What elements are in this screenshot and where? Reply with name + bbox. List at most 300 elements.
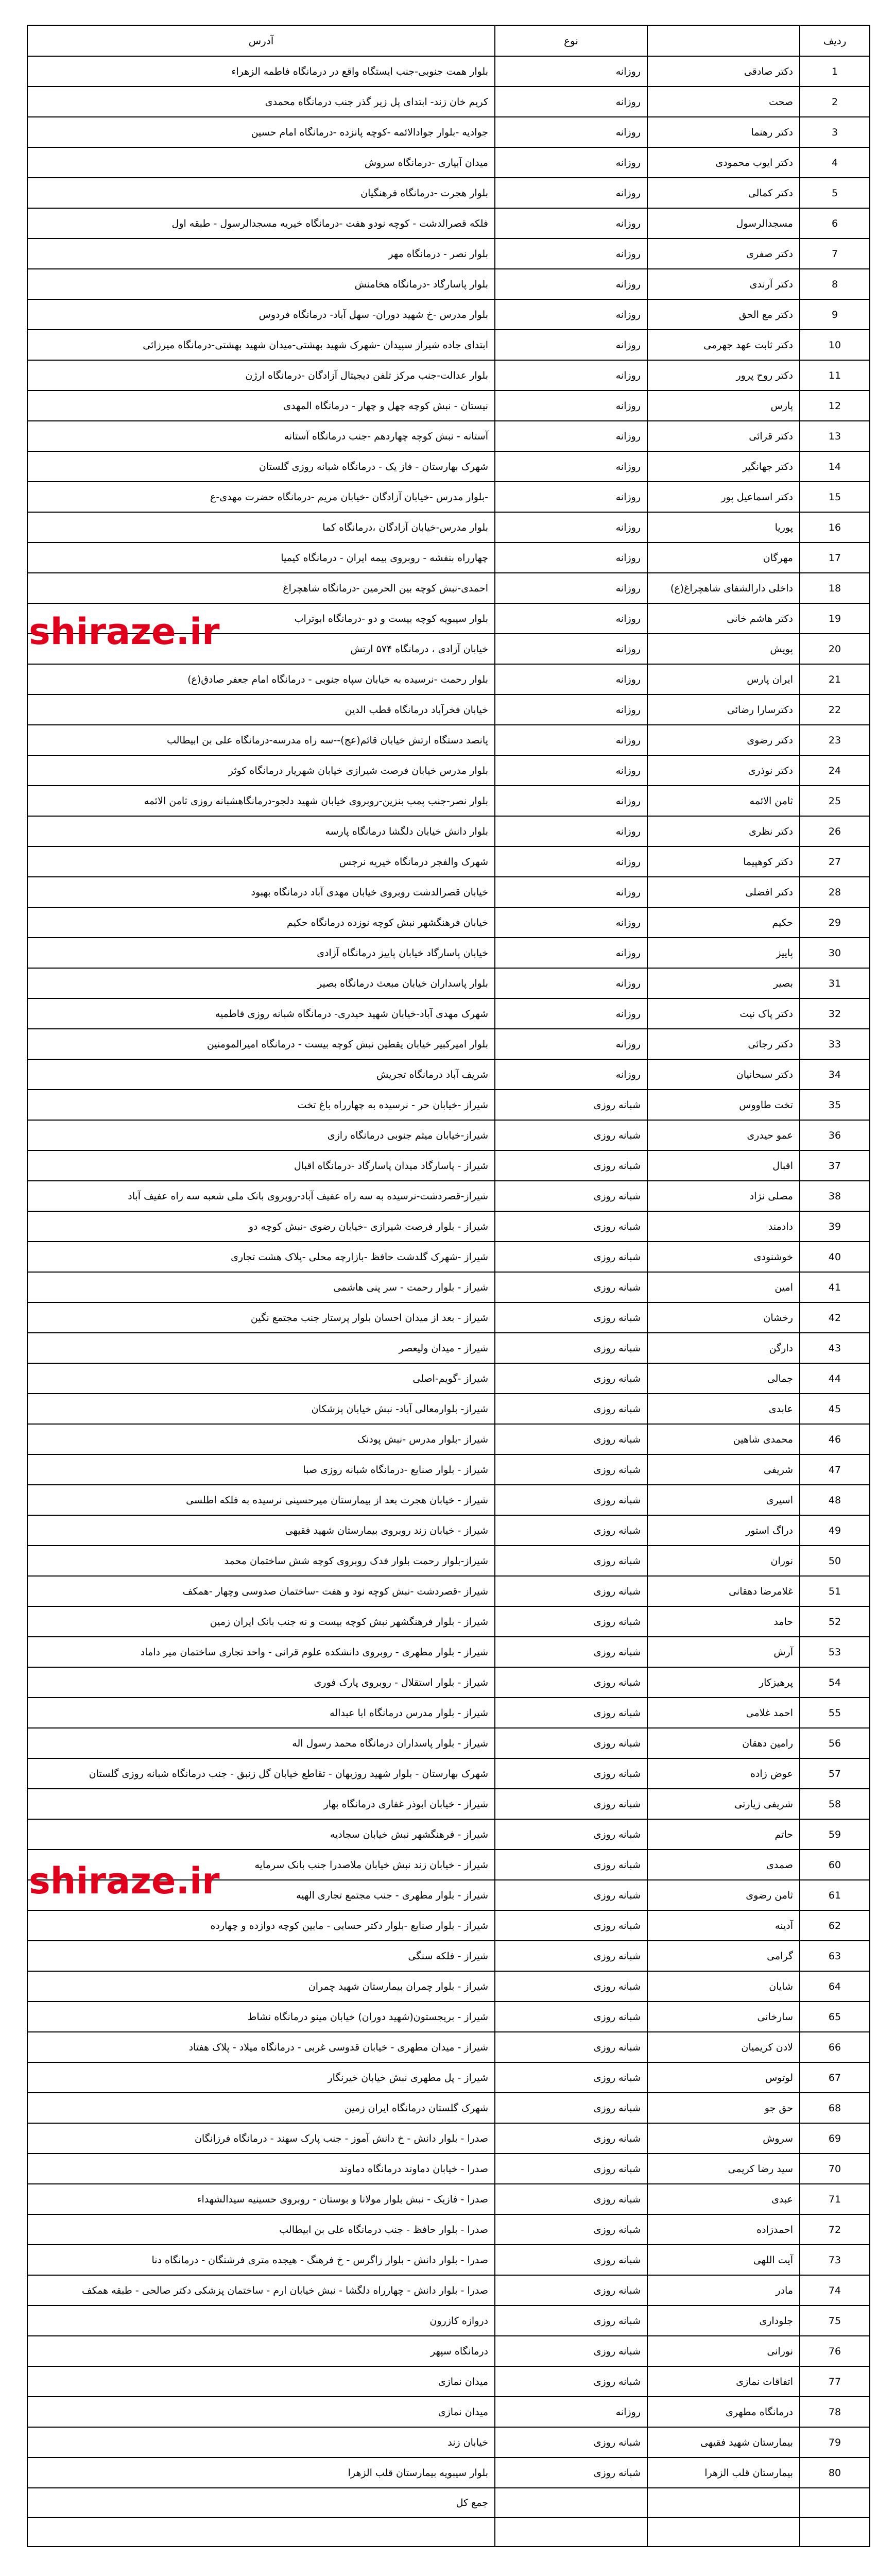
row-name: رامین دهقان [647, 1728, 800, 1758]
row-name: دکتر اسماعیل پور [647, 482, 800, 512]
row-type: روزانه [495, 117, 647, 147]
row-type: شبانه روزی [495, 1850, 647, 1880]
row-name: دکتر هاشم خانی [647, 603, 800, 634]
row-index: 54 [800, 1667, 870, 1698]
table-row [27, 2093, 870, 2123]
row-address: جوادیه -بلوار جوادالائمه -کوچه پانزده -درمانگاه امام حسین [27, 117, 495, 147]
table-row [27, 2062, 870, 2093]
row-address: شیراز - بلوار مطهری - روبروی دانشکده علوم قرانی - واحد تجاری ساختمان میر داماد [27, 1637, 495, 1667]
row-index: 73 [800, 2245, 870, 2275]
row-type: شبانه روزی [495, 1211, 647, 1242]
table-row [27, 2366, 870, 2397]
row-name: امین [647, 1272, 800, 1302]
row-index: 3 [800, 117, 870, 147]
row-type: شبانه روزی [495, 1606, 647, 1637]
row-name: گرامی [647, 1941, 800, 1971]
table-row [27, 1667, 870, 1698]
row-address: شیراز - بلوار فرهنگشهر نبش کوچه بیست و نه جنب بانک ایران زمین [27, 1606, 495, 1637]
table-row [27, 482, 870, 512]
table-row [27, 725, 870, 755]
row-address: شیراز - پل مطهری نبش خیابان خیرنگار [27, 2062, 495, 2093]
row-name: دکتر صفری [647, 239, 800, 269]
row-type: شبانه روزی [495, 1971, 647, 2002]
row-index: 44 [800, 1363, 870, 1394]
row-type: روزانه [495, 968, 647, 998]
table-row [27, 56, 870, 87]
row-name: اتفاقات نمازی [647, 2366, 800, 2397]
row-index: 8 [800, 269, 870, 299]
row-address: خیابان آزادی ، درمانگاه ۵۷۴ ارتش [27, 634, 495, 664]
row-address: -بلوار مدرس -خیابان آزادگان -خیابان مریم -درمانگاه حضرت مهدی-ع [27, 482, 495, 512]
table-row [27, 147, 870, 178]
row-name: غلامرضا دهقانی [647, 1576, 800, 1606]
row-address: پانصد دستگاه ارتش خیابان قائم(عج)--سه راه مدرسه-درمانگاه علی بن ابیطالب [27, 725, 495, 755]
row-address: شیراز - فلکه سنگی [27, 1941, 495, 1971]
row-address: شیراز-بلوار رحمت بلوار فدک روبروی کوچه شش ساختمان محمد [27, 1546, 495, 1576]
row-index: 34 [800, 1059, 870, 1090]
table-row [27, 2123, 870, 2154]
table-row [27, 1029, 870, 1059]
row-address: بلوار سیبویه بیمارستان قلب الزهرا [27, 2458, 495, 2488]
row-name: ثامن الائمه [647, 786, 800, 816]
row-name: عوض زاده [647, 1758, 800, 1789]
row-type: روزانه [495, 299, 647, 330]
row-type: روزانه [495, 147, 647, 178]
row-index: 11 [800, 360, 870, 391]
row-address: خیابان زند [27, 2427, 495, 2458]
row-type: شبانه روزی [495, 1090, 647, 1120]
table-row [27, 421, 870, 451]
row-name: پوریا [647, 512, 800, 543]
table-row [27, 2275, 870, 2306]
row-index: 60 [800, 1850, 870, 1880]
row-index: 78 [800, 2397, 870, 2427]
row-type: شبانه روزی [495, 2062, 647, 2093]
row-index: 21 [800, 664, 870, 694]
table-row [27, 1242, 870, 1272]
row-index: 61 [800, 1880, 870, 1910]
row-name: بیمارستان قلب الزهرا [647, 2458, 800, 2488]
table-row [27, 2245, 870, 2275]
row-address: صدرا - بلوار دانش - خ دانش آموز - جنب پارک سهند - درمانگاه فرزانگان [27, 2123, 495, 2154]
row-address: شیراز -قصردشت -نبش کوچه نود و هفت -ساختمان صدوسی وچهار -همکف [27, 1576, 495, 1606]
row-name: پرهیزکار [647, 1667, 800, 1698]
row-address: درمانگاه سپهر [27, 2336, 495, 2366]
row-name: جلودارى [647, 2306, 800, 2336]
table-row [27, 664, 870, 694]
row-name: ایران پارس [647, 664, 800, 694]
row-index: 45 [800, 1394, 870, 1424]
row-type: روزانه [495, 816, 647, 846]
row-index: 23 [800, 725, 870, 755]
row-type: روزانه [495, 208, 647, 239]
row-address: صدرا - بلوار دانش - بلوار زاگرس - خ فرهنگ - هیجده متری فرشتگان - درمانگاه دنا [27, 2245, 495, 2275]
row-address: خیابان پاسارگاد خیابان پاییز درمانگاه آزادی [27, 938, 495, 968]
table-row [27, 330, 870, 360]
table-row [27, 2336, 870, 2366]
row-name: سارخانی [647, 2002, 800, 2032]
header-index: ردیف [800, 25, 870, 56]
row-address: شیراز - بریجستون(شهید دوران) خیابان مینو درمانگاه نشاط [27, 2002, 495, 2032]
row-name: دکتر صادقی [647, 56, 800, 87]
row-index: 46 [800, 1424, 870, 1454]
table-header-row [27, 25, 870, 56]
row-address: شیراز - پاسارگاد میدان پاسارگاد -درمانگاه اقبال [27, 1150, 495, 1181]
table-body [27, 56, 870, 2488]
row-name: صحت [647, 87, 800, 117]
row-type: شبانه روزی [495, 2032, 647, 2062]
row-type: شبانه روزی [495, 1880, 647, 1910]
row-type: روزانه [495, 512, 647, 543]
table-row [27, 1302, 870, 1333]
row-name: دکتر افضلی [647, 877, 800, 907]
row-index: 27 [800, 846, 870, 877]
row-address: بلوار پاسداران خیابان مبعث درمانگاه بصیر [27, 968, 495, 998]
row-address: بلوار نصر - درمانگاه مهر [27, 239, 495, 269]
table-row [27, 1333, 870, 1363]
row-type: روزانه [495, 725, 647, 755]
row-type: شبانه روزی [495, 1758, 647, 1789]
row-address: شیراز - خیابان ابوذر غفاری درمانگاه بهار [27, 1789, 495, 1819]
row-address: شیراز - بعد از میدان احسان بلوار پرستار جنب مجتمع نگین [27, 1302, 495, 1333]
row-index: 33 [800, 1029, 870, 1059]
row-name: دکتر رضوی [647, 725, 800, 755]
table-row [27, 543, 870, 573]
row-index: 66 [800, 2032, 870, 2062]
row-name: دکترسارا رضائی [647, 694, 800, 725]
row-address: شهرک بهارستان - بلوار شهید روزبهان - تقاطع خیابان گل زنبق - جنب درمانگاه شبانه روزی گلستان [27, 1758, 495, 1789]
row-type: شبانه روزی [495, 2154, 647, 2184]
row-name: نوران [647, 1546, 800, 1576]
row-name: حاتم [647, 1819, 800, 1850]
table-row [27, 299, 870, 330]
row-address: بلوار عدالت-جنب مرکز تلفن دیجیتال آزادگان -درمانگاه ارژن [27, 360, 495, 391]
row-address: بلوار مدرس خیابان فرصت شیرازی خیابان شهریار درمانگاه کوثر [27, 755, 495, 786]
row-address: شیراز -گویم-اصلی [27, 1363, 495, 1394]
row-type: شبانه روزی [495, 2002, 647, 2032]
table-row [27, 1424, 870, 1454]
table-row [27, 117, 870, 147]
header-name [647, 25, 800, 56]
table-row [27, 755, 870, 786]
row-type: روزانه [495, 360, 647, 391]
table-row [27, 1971, 870, 2002]
row-name: دکتر ثابت عهد جهرمی [647, 330, 800, 360]
table-row [27, 1394, 870, 1424]
row-name: اسیری [647, 1485, 800, 1515]
row-index: 17 [800, 543, 870, 573]
table-row [27, 2458, 870, 2488]
row-index: 59 [800, 1819, 870, 1850]
row-type: شبانه روزی [495, 1576, 647, 1606]
row-type: شبانه روزی [495, 1424, 647, 1454]
row-address: خیابان فرهنگشهر نبش کوچه نوزده درمانگاه حکیم [27, 907, 495, 938]
row-index: 63 [800, 1941, 870, 1971]
row-address: صدرا - بلوار دانش - چهارراه دلگشا - نبش خیابان ارم - ساختمان پزشکی دکتر صالحی - طبقه همکف [27, 2275, 495, 2306]
row-name: دکتر نظری [647, 816, 800, 846]
row-type: روزانه [495, 543, 647, 573]
row-type: روزانه [495, 694, 647, 725]
row-index: 2 [800, 87, 870, 117]
row-type: شبانه روزی [495, 1698, 647, 1728]
row-type: روزانه [495, 846, 647, 877]
row-index: 15 [800, 482, 870, 512]
row-name: دکتر قرائی [647, 421, 800, 451]
table-row [27, 2002, 870, 2032]
table-row [27, 786, 870, 816]
row-name: دکتر روح پرور [647, 360, 800, 391]
row-index: 9 [800, 299, 870, 330]
row-type: شبانه روزی [495, 2336, 647, 2366]
row-type: روزانه [495, 938, 647, 968]
row-type: شبانه روزی [495, 2427, 647, 2458]
row-index: 65 [800, 2002, 870, 2032]
row-address: کریم خان زند- ابتدای پل زیر گذر جنب درمانگاه محمدی [27, 87, 495, 117]
row-index: 68 [800, 2093, 870, 2123]
row-name: مسجدالرسول [647, 208, 800, 239]
row-type: شبانه روزی [495, 2093, 647, 2123]
row-index: 24 [800, 755, 870, 786]
row-name: بیمارستان شهید فقیهی [647, 2427, 800, 2458]
row-type: شبانه روزی [495, 1485, 647, 1515]
row-type: شبانه روزی [495, 1454, 647, 1485]
row-index: 38 [800, 1181, 870, 1211]
row-name: صمدی [647, 1850, 800, 1880]
row-address: فلکه قصرالدشت - کوچه نودو هفت -درمانگاه خیریه مسجدالرسول - طبقه اول [27, 208, 495, 239]
row-address: شیراز - بلوار فرصت شیرازی -خیابان رضوی -نبش کوچه دو [27, 1211, 495, 1242]
row-index: 37 [800, 1150, 870, 1181]
row-name: مهرگان [647, 543, 800, 573]
row-name: دکتر کوهپیما [647, 846, 800, 877]
row-address: صدرا - فازیک - نبش بلوار مولانا و بوستان - روبروی حسینیه سیدالشهداء [27, 2184, 495, 2214]
row-type: روزانه [495, 755, 647, 786]
row-index: 30 [800, 938, 870, 968]
row-name: داخلی دارالشفای شاهچراغ(ع) [647, 573, 800, 603]
row-index: 13 [800, 421, 870, 451]
row-name: شایان [647, 1971, 800, 2002]
table-row [27, 87, 870, 117]
row-type: روزانه [495, 87, 647, 117]
row-address: شهرک والفجر درمانگاه خیریه نرجس [27, 846, 495, 877]
row-index: 28 [800, 877, 870, 907]
row-address: میدان نمازی [27, 2366, 495, 2397]
row-address: بلوار نصر-جنب پمپ بنزین-روبروی خیابان شهید دلجو-درمانگاهشبانه روزی ثامن الائمه [27, 786, 495, 816]
row-type: شبانه روزی [495, 1272, 647, 1302]
header-address: آدرس [27, 25, 495, 56]
row-index: 29 [800, 907, 870, 938]
row-name: عبدی [647, 2184, 800, 2214]
row-address: بلوار رحمت -نرسیده به خیابان سپاه جنوبی - درمانگاه امام جعفر صادق(ع) [27, 664, 495, 694]
row-address: شیراز-قصردشت-نرسیده به سه راه عفیف آباد-روبروی بانک ملی شعبه سه راه عفیف آباد [27, 1181, 495, 1211]
row-index: 64 [800, 1971, 870, 2002]
row-address: بلوار هجرت -درمانگاه فرهنگیان [27, 178, 495, 208]
table-row [27, 1546, 870, 1576]
row-index: 74 [800, 2275, 870, 2306]
row-type: روزانه [495, 391, 647, 421]
row-index: 22 [800, 694, 870, 725]
row-index: 20 [800, 634, 870, 664]
row-address: خیابان قصرالدشت روبروی خیابان مهدی آباد درمانگاه بهبود [27, 877, 495, 907]
row-index: 48 [800, 1485, 870, 1515]
row-type: روزانه [495, 56, 647, 87]
row-address: شیراز - بلوار رحمت - سر پنی هاشمی [27, 1272, 495, 1302]
row-index: 76 [800, 2336, 870, 2366]
table-row [27, 1150, 870, 1181]
row-type: روزانه [495, 573, 647, 603]
row-address: شیراز - بلوار صنایع -درمانگاه شبانه روزی صبا [27, 1454, 495, 1485]
row-name: دکتر جهانگیر [647, 451, 800, 482]
row-name: آرش [647, 1637, 800, 1667]
row-name: لوتوس [647, 2062, 800, 2093]
row-address: دروازه کازرون [27, 2306, 495, 2336]
row-name: لادن کریمیان [647, 2032, 800, 2062]
row-name: عابدی [647, 1394, 800, 1424]
row-address: چهارراه بنفشه - روبروی بیمه ایران - درمانگاه کیمیا [27, 543, 495, 573]
row-name: دکتر کمالی [647, 178, 800, 208]
row-address: شیراز - بلوار استقلال - روبروی پارک فوری [27, 1667, 495, 1698]
row-type: شبانه روزی [495, 1637, 647, 1667]
row-name: دکتر نوذری [647, 755, 800, 786]
table-row [27, 1363, 870, 1394]
row-index: 70 [800, 2154, 870, 2184]
row-index: 52 [800, 1606, 870, 1637]
row-type: روزانه [495, 269, 647, 299]
row-address: شریف آباد درمانگاه تجریش [27, 1059, 495, 1090]
row-name: احمد غلامی [647, 1698, 800, 1728]
row-type: شبانه روزی [495, 1150, 647, 1181]
row-type: شبانه روزی [495, 1242, 647, 1272]
row-name: ثامن رضوی [647, 1880, 800, 1910]
row-index: 49 [800, 1515, 870, 1546]
row-name: دکتر پاک نیت [647, 998, 800, 1029]
row-index: 16 [800, 512, 870, 543]
table-row [27, 2397, 870, 2427]
table-row [27, 1120, 870, 1150]
table-row [27, 178, 870, 208]
row-address: شهرک گلستان درمانگاه ایران زمین [27, 2093, 495, 2123]
row-name: حق جو [647, 2093, 800, 2123]
row-address: شیراز - بلوار مدرس درمانگاه ابا عبداله [27, 1698, 495, 1728]
row-index: 26 [800, 816, 870, 846]
row-name: حکیم [647, 907, 800, 938]
row-name: پویش [647, 634, 800, 664]
row-index: 42 [800, 1302, 870, 1333]
row-name: سید رضا کریمی [647, 2154, 800, 2184]
table-row [27, 208, 870, 239]
row-type: روزانه [495, 421, 647, 451]
row-type: شبانه روزی [495, 2214, 647, 2245]
table-row [27, 360, 870, 391]
row-index: 75 [800, 2306, 870, 2336]
row-address: شیراز - فرهنگشهر نبش خیابان سجادیه [27, 1819, 495, 1850]
row-type: شبانه روزی [495, 1789, 647, 1819]
table-row [27, 2214, 870, 2245]
row-address: شهرک بهارستان - فاز یک - درمانگاه شبانه روزی گلستان [27, 451, 495, 482]
row-index: 31 [800, 968, 870, 998]
row-name: حامد [647, 1606, 800, 1637]
row-index: 56 [800, 1728, 870, 1758]
row-name: اقبال [647, 1150, 800, 1181]
row-type: روزانه [495, 786, 647, 816]
row-type: روزانه [495, 482, 647, 512]
table-row [27, 239, 870, 269]
row-index: 5 [800, 178, 870, 208]
row-name: آدینه [647, 1910, 800, 1941]
table-row [27, 2032, 870, 2062]
table-row [27, 2306, 870, 2336]
row-name: سروش [647, 2123, 800, 2154]
table-row [27, 1758, 870, 1789]
row-name: شریفی زیارتی [647, 1789, 800, 1819]
pharmacy-list-sheet [27, 25, 869, 2547]
row-type: شبانه روزی [495, 1941, 647, 1971]
empty-row [27, 2517, 870, 2547]
row-address: شیراز-خیابان میثم جنوبی درمانگاه رازی [27, 1120, 495, 1150]
row-index: 6 [800, 208, 870, 239]
row-address: شیراز- بلوارمعالی آباد- نبش خیابان پزشکان [27, 1394, 495, 1424]
row-index: 58 [800, 1789, 870, 1819]
row-index: 4 [800, 147, 870, 178]
row-type: روزانه [495, 451, 647, 482]
row-address: بلوار همت جنوبی-جنب ایستگاه واقع در درمانگاه فاطمه الزهراء [27, 56, 495, 87]
table-row [27, 1454, 870, 1485]
row-address: بلوار مدرس-خیابان آزادگان ،درمانگاه کما [27, 512, 495, 543]
table-row [27, 2184, 870, 2214]
row-address: شیراز -خیابان حر - نرسیده به چهارراه باغ تخت [27, 1090, 495, 1120]
row-address: بلوار مدرس -خ شهید دوران- سهل آباد- درمانگاه فردوس [27, 299, 495, 330]
row-name: جمالی [647, 1363, 800, 1394]
row-type: شبانه روزی [495, 1394, 647, 1424]
row-index: 53 [800, 1637, 870, 1667]
row-address: شیراز - خیابان زند نبش خیابان ملاصدرا جنب بانک سرمایه [27, 1850, 495, 1880]
row-index: 36 [800, 1120, 870, 1150]
row-index: 1 [800, 56, 870, 87]
row-address: شیراز -شهرک گلدشت حافظ -بازارچه محلی -پلاک هشت تجاری [27, 1242, 495, 1272]
table-row [27, 451, 870, 482]
row-index: 14 [800, 451, 870, 482]
row-type: روزانه [495, 1059, 647, 1090]
row-address: شیراز - بلوار صنایع -بلوار دکتر حسابی - مابین کوچه دوازده و چهارده [27, 1910, 495, 1941]
row-index: 71 [800, 2184, 870, 2214]
table-row [27, 1576, 870, 1606]
row-name: بصیر [647, 968, 800, 998]
row-type: روزانه [495, 2397, 647, 2427]
row-name: پارس [647, 391, 800, 421]
row-type: شبانه روزی [495, 1515, 647, 1546]
row-type: شبانه روزی [495, 2458, 647, 2488]
row-address: شیراز - خیابان هجرت بعد از بیمارستان میرحسینی نرسیده به فلکه اطلسی [27, 1485, 495, 1515]
row-type: شبانه روزی [495, 1363, 647, 1394]
row-address: شیراز - میدان مطهری - خیابان قدوسی غربی - درمانگاه میلاد - پلاک هفتاد [27, 2032, 495, 2062]
row-address: بلوار پاسارگاد -درمانگاه هخامنش [27, 269, 495, 299]
row-name: دکتر ایوب محمودی [647, 147, 800, 178]
row-name: شریفی [647, 1454, 800, 1485]
row-index: 62 [800, 1910, 870, 1941]
row-name: رخشان [647, 1302, 800, 1333]
table-row [27, 1606, 870, 1637]
row-index: 57 [800, 1758, 870, 1789]
row-index: 7 [800, 239, 870, 269]
row-type: روزانه [495, 239, 647, 269]
row-name: نورانی [647, 2336, 800, 2366]
table-row [27, 1941, 870, 1971]
table-row [27, 1728, 870, 1758]
row-name: دراگ استور [647, 1515, 800, 1546]
row-type: شبانه روزی [495, 1819, 647, 1850]
row-address: بلوار سیبویه کوچه بیست و دو -درمانگاه ابوتراب [27, 603, 495, 634]
row-type: شبانه روزی [495, 2366, 647, 2397]
table-row [27, 1211, 870, 1242]
